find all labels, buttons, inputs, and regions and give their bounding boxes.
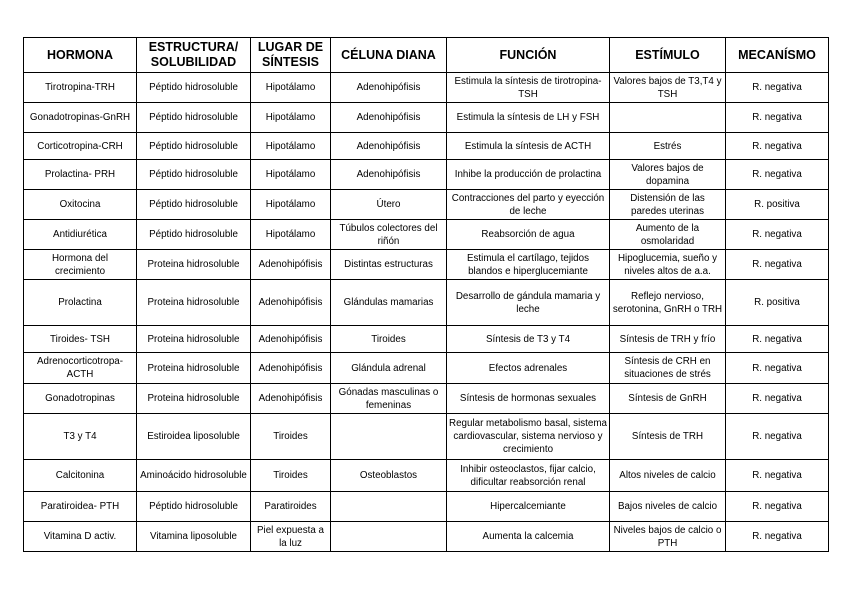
table-row bbox=[24, 384, 829, 414]
cell-mecanismo: R. negativa bbox=[726, 460, 829, 492]
cell-hormona: Prolactina bbox=[24, 280, 137, 326]
cell-estructura: Proteina hidrosoluble bbox=[137, 384, 251, 414]
cell-estructura: Aminoácido hidrosoluble bbox=[137, 460, 251, 492]
cell-funcion: Aumenta la calcemia bbox=[447, 522, 610, 552]
cell-estructura: Estiroidea liposoluble bbox=[137, 414, 251, 460]
header-hormona: HORMONA bbox=[24, 38, 137, 73]
cell-hormona: Paratiroidea- PTH bbox=[24, 492, 137, 522]
cell-diana: Osteoblastos bbox=[331, 460, 447, 492]
cell-hormona: Prolactina- PRH bbox=[24, 160, 137, 190]
cell-mecanismo: R. negativa bbox=[726, 133, 829, 160]
cell-estimulo: Altos niveles de calcio bbox=[610, 460, 726, 492]
cell-diana: Distintas estructuras bbox=[331, 250, 447, 280]
cell-estructura: Péptido hidrosoluble bbox=[137, 220, 251, 250]
cell-estructura: Péptido hidrosoluble bbox=[137, 103, 251, 133]
table-row bbox=[24, 460, 829, 492]
cell-diana: Útero bbox=[331, 190, 447, 220]
cell-mecanismo: R. negativa bbox=[726, 160, 829, 190]
cell-funcion: Hipercalcemiante bbox=[447, 492, 610, 522]
cell-hormona: Adrenocorticotropa-ACTH bbox=[24, 353, 137, 384]
cell-estructura: Proteina hidrosoluble bbox=[137, 250, 251, 280]
cell-mecanismo: R. negativa bbox=[726, 73, 829, 103]
cell-lugar: Hipotálamo bbox=[251, 73, 331, 103]
cell-diana: Adenohipófisis bbox=[331, 160, 447, 190]
cell-hormona: Tirotropina-TRH bbox=[24, 73, 137, 103]
cell-funcion: Estimula la síntesis de tirotropina-TSH bbox=[447, 73, 610, 103]
cell-hormona: Gonadotropinas-GnRH bbox=[24, 103, 137, 133]
table-row bbox=[24, 280, 829, 326]
cell-hormona: Hormona del crecimiento bbox=[24, 250, 137, 280]
cell-mecanismo: R. negativa bbox=[726, 414, 829, 460]
cell-lugar: Tiroides bbox=[251, 460, 331, 492]
table-row bbox=[24, 522, 829, 552]
table-row bbox=[24, 220, 829, 250]
table-header-row bbox=[24, 38, 829, 73]
cell-mecanismo: R. negativa bbox=[726, 492, 829, 522]
cell-lugar: Adenohipófisis bbox=[251, 384, 331, 414]
cell-diana: Adenohipófisis bbox=[331, 103, 447, 133]
cell-lugar: Adenohipófisis bbox=[251, 280, 331, 326]
cell-hormona: T3 y T4 bbox=[24, 414, 137, 460]
cell-hormona: Gonadotropinas bbox=[24, 384, 137, 414]
cell-lugar: Adenohipófisis bbox=[251, 326, 331, 353]
table-row bbox=[24, 414, 829, 460]
cell-mecanismo: R. negativa bbox=[726, 250, 829, 280]
cell-mecanismo: R. negativa bbox=[726, 103, 829, 133]
cell-hormona: Tiroides- TSH bbox=[24, 326, 137, 353]
cell-estimulo: Estrés bbox=[610, 133, 726, 160]
table-row bbox=[24, 353, 829, 384]
cell-funcion: Reabsorción de agua bbox=[447, 220, 610, 250]
table-row bbox=[24, 190, 829, 220]
cell-estructura: Péptido hidrosoluble bbox=[137, 190, 251, 220]
cell-lugar: Adenohipófisis bbox=[251, 250, 331, 280]
cell-estimulo: Distensión de las paredes uterinas bbox=[610, 190, 726, 220]
table-row bbox=[24, 326, 829, 353]
cell-funcion: Regular metabolismo basal, sistema cardiovascular, sistema nervioso y crecimiento bbox=[447, 414, 610, 460]
cell-estimulo: Síntesis de TRH bbox=[610, 414, 726, 460]
cell-estimulo bbox=[610, 103, 726, 133]
cell-funcion: Síntesis de T3 y T4 bbox=[447, 326, 610, 353]
cell-estimulo: Niveles bajos de calcio o PTH bbox=[610, 522, 726, 552]
table-row bbox=[24, 160, 829, 190]
cell-diana bbox=[331, 414, 447, 460]
cell-lugar: Paratiroides bbox=[251, 492, 331, 522]
cell-funcion: Estimula el cartílago, tejidos blandos e hiperglucemiante bbox=[447, 250, 610, 280]
cell-estructura: Vitamina liposoluble bbox=[137, 522, 251, 552]
cell-estimulo: Valores bajos de T3,T4 y TSH bbox=[610, 73, 726, 103]
cell-mecanismo: R. positiva bbox=[726, 190, 829, 220]
cell-estimulo: Síntesis de GnRH bbox=[610, 384, 726, 414]
cell-funcion: Contracciones del parto y eyección de leche bbox=[447, 190, 610, 220]
table-row bbox=[24, 250, 829, 280]
cell-estimulo: Valores bajos de dopamina bbox=[610, 160, 726, 190]
table-row bbox=[24, 73, 829, 103]
header-mecanismo: MECANÍSMO bbox=[726, 38, 829, 73]
cell-mecanismo: R. negativa bbox=[726, 326, 829, 353]
cell-estructura: Péptido hidrosoluble bbox=[137, 133, 251, 160]
cell-diana bbox=[331, 492, 447, 522]
cell-diana bbox=[331, 522, 447, 552]
cell-diana: Glándulas mamarias bbox=[331, 280, 447, 326]
header-estimulo: ESTÍMULO bbox=[610, 38, 726, 73]
cell-lugar: Hipotálamo bbox=[251, 133, 331, 160]
header-estructura: ESTRUCTURA/ SOLUBILIDAD bbox=[137, 38, 251, 73]
cell-funcion: Estimula la síntesis de ACTH bbox=[447, 133, 610, 160]
cell-diana: Tiroides bbox=[331, 326, 447, 353]
cell-lugar: Adenohipófisis bbox=[251, 353, 331, 384]
cell-diana: Adenohipófisis bbox=[331, 73, 447, 103]
cell-hormona: Antidiurética bbox=[24, 220, 137, 250]
cell-estructura: Péptido hidrosoluble bbox=[137, 73, 251, 103]
cell-estimulo: Hipoglucemia, sueño y niveles altos de a.a. bbox=[610, 250, 726, 280]
cell-estructura: Péptido hidrosoluble bbox=[137, 160, 251, 190]
header-funcion: FUNCIÓN bbox=[447, 38, 610, 73]
cell-funcion: Efectos adrenales bbox=[447, 353, 610, 384]
cell-estructura: Péptido hidrosoluble bbox=[137, 492, 251, 522]
cell-hormona: Calcitonina bbox=[24, 460, 137, 492]
cell-lugar: Tiroides bbox=[251, 414, 331, 460]
cell-funcion: Inhibir osteoclastos, fijar calcio, dificultar reabsorción renal bbox=[447, 460, 610, 492]
cell-estimulo: Síntesis de CRH en situaciones de strés bbox=[610, 353, 726, 384]
cell-mecanismo: R. positiva bbox=[726, 280, 829, 326]
cell-diana: Adenohipófisis bbox=[331, 133, 447, 160]
cell-hormona: Oxitocina bbox=[24, 190, 137, 220]
cell-lugar: Hipotálamo bbox=[251, 160, 331, 190]
header-celula-diana: CÉLUNA DIANA bbox=[331, 38, 447, 73]
cell-lugar: Piel expuesta a la luz bbox=[251, 522, 331, 552]
cell-mecanismo: R. negativa bbox=[726, 353, 829, 384]
cell-lugar: Hipotálamo bbox=[251, 190, 331, 220]
table-row bbox=[24, 133, 829, 160]
cell-diana: Gónadas masculinas o femeninas bbox=[331, 384, 447, 414]
cell-hormona: Vitamina D activ. bbox=[24, 522, 137, 552]
cell-lugar: Hipotálamo bbox=[251, 103, 331, 133]
cell-estimulo: Síntesis de TRH y frío bbox=[610, 326, 726, 353]
cell-lugar: Hipotálamo bbox=[251, 220, 331, 250]
cell-diana: Glándula adrenal bbox=[331, 353, 447, 384]
cell-funcion: Síntesis de hormonas sexuales bbox=[447, 384, 610, 414]
cell-mecanismo: R. negativa bbox=[726, 384, 829, 414]
cell-estructura: Proteina hidrosoluble bbox=[137, 353, 251, 384]
header-lugar-sintesis: LUGAR DE SÍNTESIS bbox=[251, 38, 331, 73]
cell-funcion: Desarrollo de gándula mamaria y leche bbox=[447, 280, 610, 326]
cell-estructura: Proteina hidrosoluble bbox=[137, 280, 251, 326]
cell-estimulo: Aumento de la osmolaridad bbox=[610, 220, 726, 250]
cell-mecanismo: R. negativa bbox=[726, 220, 829, 250]
cell-hormona: Corticotropina-CRH bbox=[24, 133, 137, 160]
cell-estructura: Proteina hidrosoluble bbox=[137, 326, 251, 353]
cell-funcion: Inhibe la producción de prolactina bbox=[447, 160, 610, 190]
table-row bbox=[24, 492, 829, 522]
table-row bbox=[24, 103, 829, 133]
cell-funcion: Estimula la síntesis de LH y FSH bbox=[447, 103, 610, 133]
hormone-table bbox=[23, 37, 829, 552]
cell-diana: Túbulos colectores del riñón bbox=[331, 220, 447, 250]
cell-estimulo: Reflejo nervioso, serotonina, GnRH o TRH bbox=[610, 280, 726, 326]
cell-mecanismo: R. negativa bbox=[726, 522, 829, 552]
cell-estimulo: Bajos niveles de calcio bbox=[610, 492, 726, 522]
